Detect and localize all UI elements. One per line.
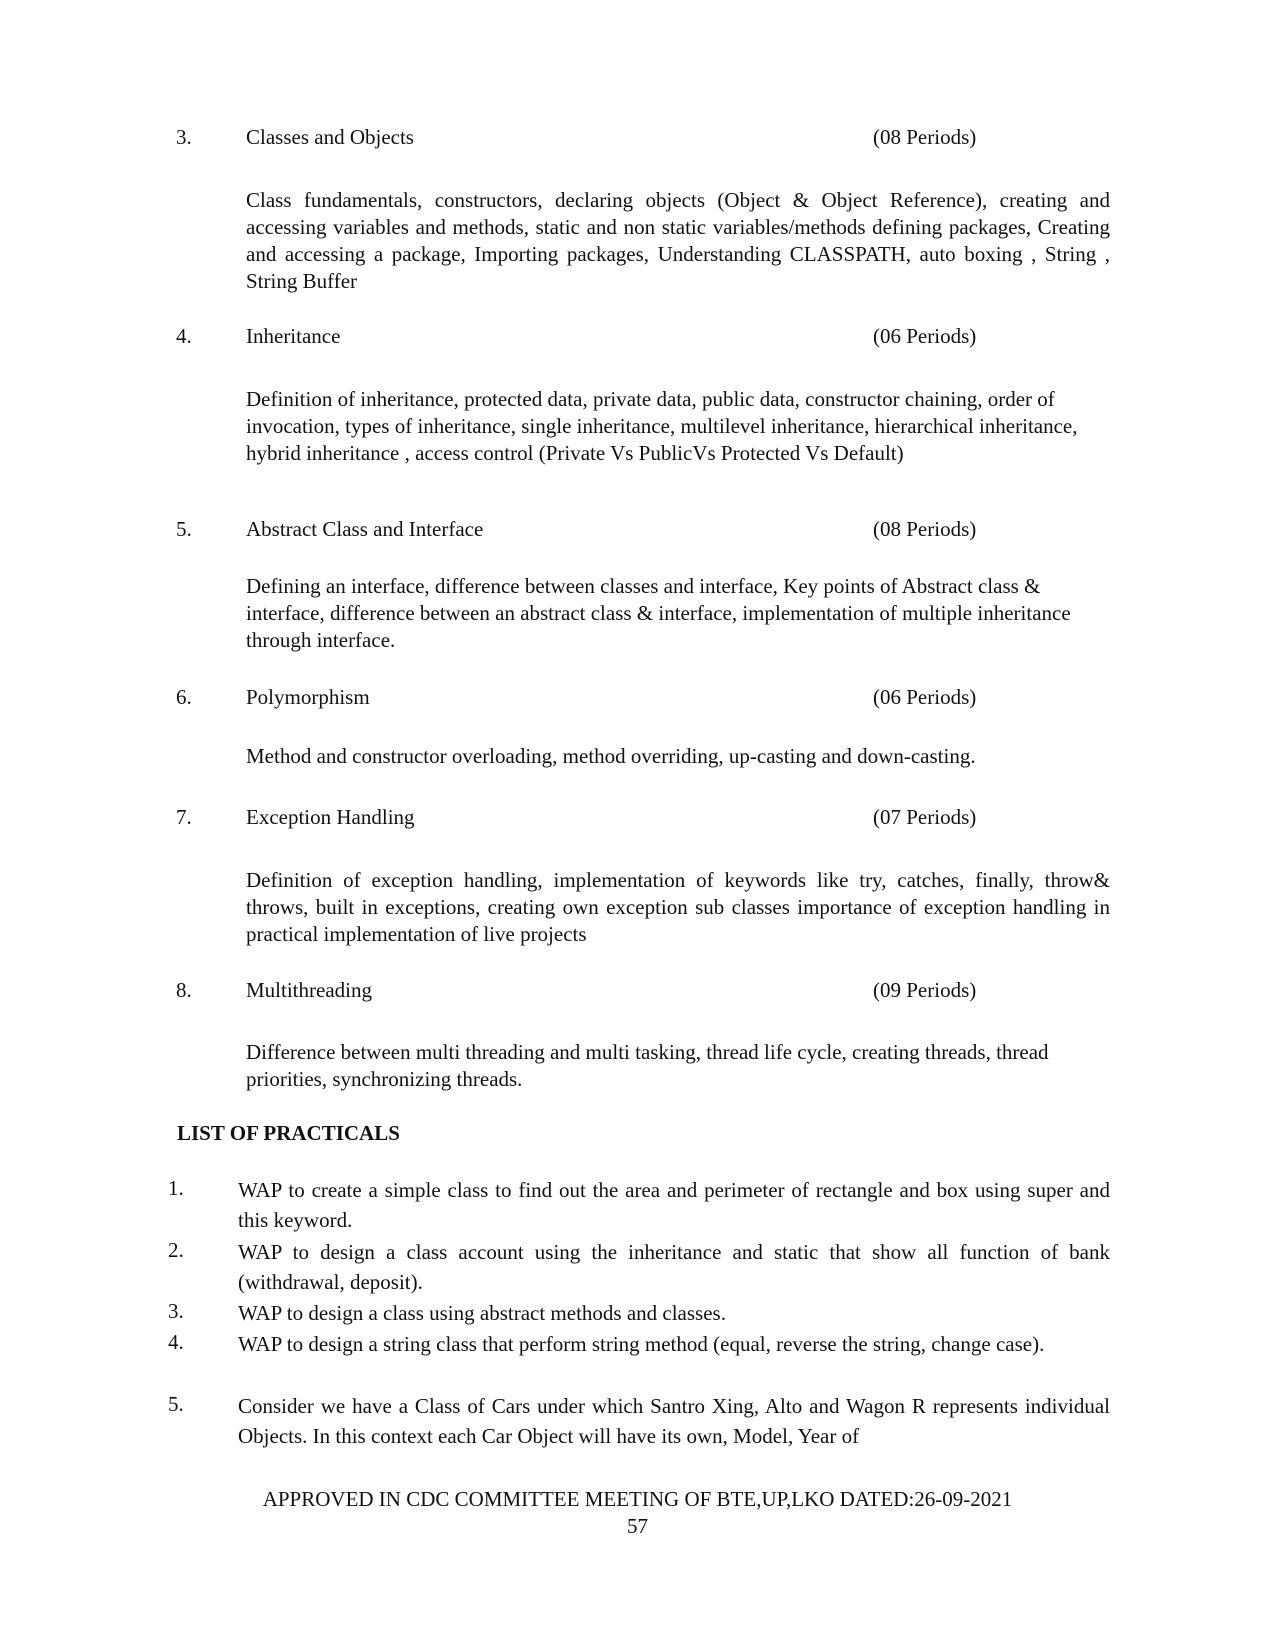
practical-number: 2. [168, 1238, 184, 1262]
unit-number: 4. [176, 324, 192, 348]
unit-periods: (08 Periods) [873, 517, 977, 541]
unit-number: 7. [176, 805, 192, 829]
practical-number: 3. [168, 1299, 184, 1323]
unit-periods: (07 Periods) [873, 805, 977, 829]
unit-title: Multithreading [246, 978, 372, 1002]
page-number: 57 [627, 1514, 648, 1538]
unit-title: Abstract Class and Interface [246, 517, 484, 541]
unit-title: Classes and Objects [246, 125, 414, 149]
practical-number: 4. [168, 1330, 184, 1354]
unit-description: Defining an interface, difference between classes and interface, Key points of Abstract class & interface, difference between an abstract class & interface, implementation of multiple inheritance through interface. [246, 574, 1071, 652]
unit-description: Difference between multi threading and multi tasking, thread life cycle, creating threads, thread priorities, synchronizing threads. [246, 1040, 1049, 1091]
practical-number: 1. [168, 1176, 184, 1200]
practical-text: WAP to design a string class that perform string method (equal, reverse the string, change case). [238, 1332, 1045, 1356]
unit-description: Class fundamentals, constructors, declaring objects (Object & Object Reference), creating and accessing variables and methods, static and non static variables/methods defining packages, Creating and accessing a package, Importing packages, Understanding CLASSPATH, auto boxing , String , String Buffer [246, 188, 1110, 293]
unit-number: 8. [176, 978, 192, 1002]
unit-periods: (08 Periods) [873, 125, 977, 149]
unit-number: 6. [176, 685, 192, 709]
unit-number: 3. [176, 125, 192, 149]
unit-description: Definition of inheritance, protected data, private data, public data, constructor chaining, order of invocation, types of inheritance, single inheritance, multilevel inheritance, hierarchical inheritance, hybrid inheritance , access control (Private Vs PublicVs Protected Vs Default) [246, 387, 1078, 465]
practicals-heading: LIST OF PRACTICALS [177, 1121, 400, 1145]
unit-periods: (09 Periods) [873, 978, 977, 1002]
unit-title: Inheritance [246, 324, 341, 348]
unit-description: Definition of exception handling, implementation of keywords like try, catches, finally, throw& throws, built in exceptions, creating own exception sub classes importance of exception handling in practical implementation of live projects [246, 868, 1110, 946]
practical-text: WAP to design a class account using the inheritance and static that show all function of bank (withdrawal, deposit). [238, 1240, 1110, 1294]
unit-periods: (06 Periods) [873, 324, 977, 348]
practical-text: WAP to design a class using abstract methods and classes. [238, 1301, 726, 1325]
practical-number: 5. [168, 1392, 184, 1416]
unit-number: 5. [176, 517, 192, 541]
unit-periods: (06 Periods) [873, 685, 977, 709]
approval-footer: APPROVED IN CDC COMMITTEE MEETING OF BTE,UP,LKO DATED:26-09-2021 [262, 1487, 1013, 1511]
unit-title: Polymorphism [246, 685, 370, 709]
practical-text: Consider we have a Class of Cars under which Santro Xing, Alto and Wagon R represents individual Objects. In this context each Car Object will have its own, Model, Year of [238, 1394, 1110, 1448]
unit-title: Exception Handling [246, 805, 415, 829]
unit-description: Method and constructor overloading, method overriding, up-casting and down-casting. [246, 744, 976, 768]
practical-text: WAP to create a simple class to find out the area and perimeter of rectangle and box using super and this keyword. [238, 1178, 1110, 1232]
